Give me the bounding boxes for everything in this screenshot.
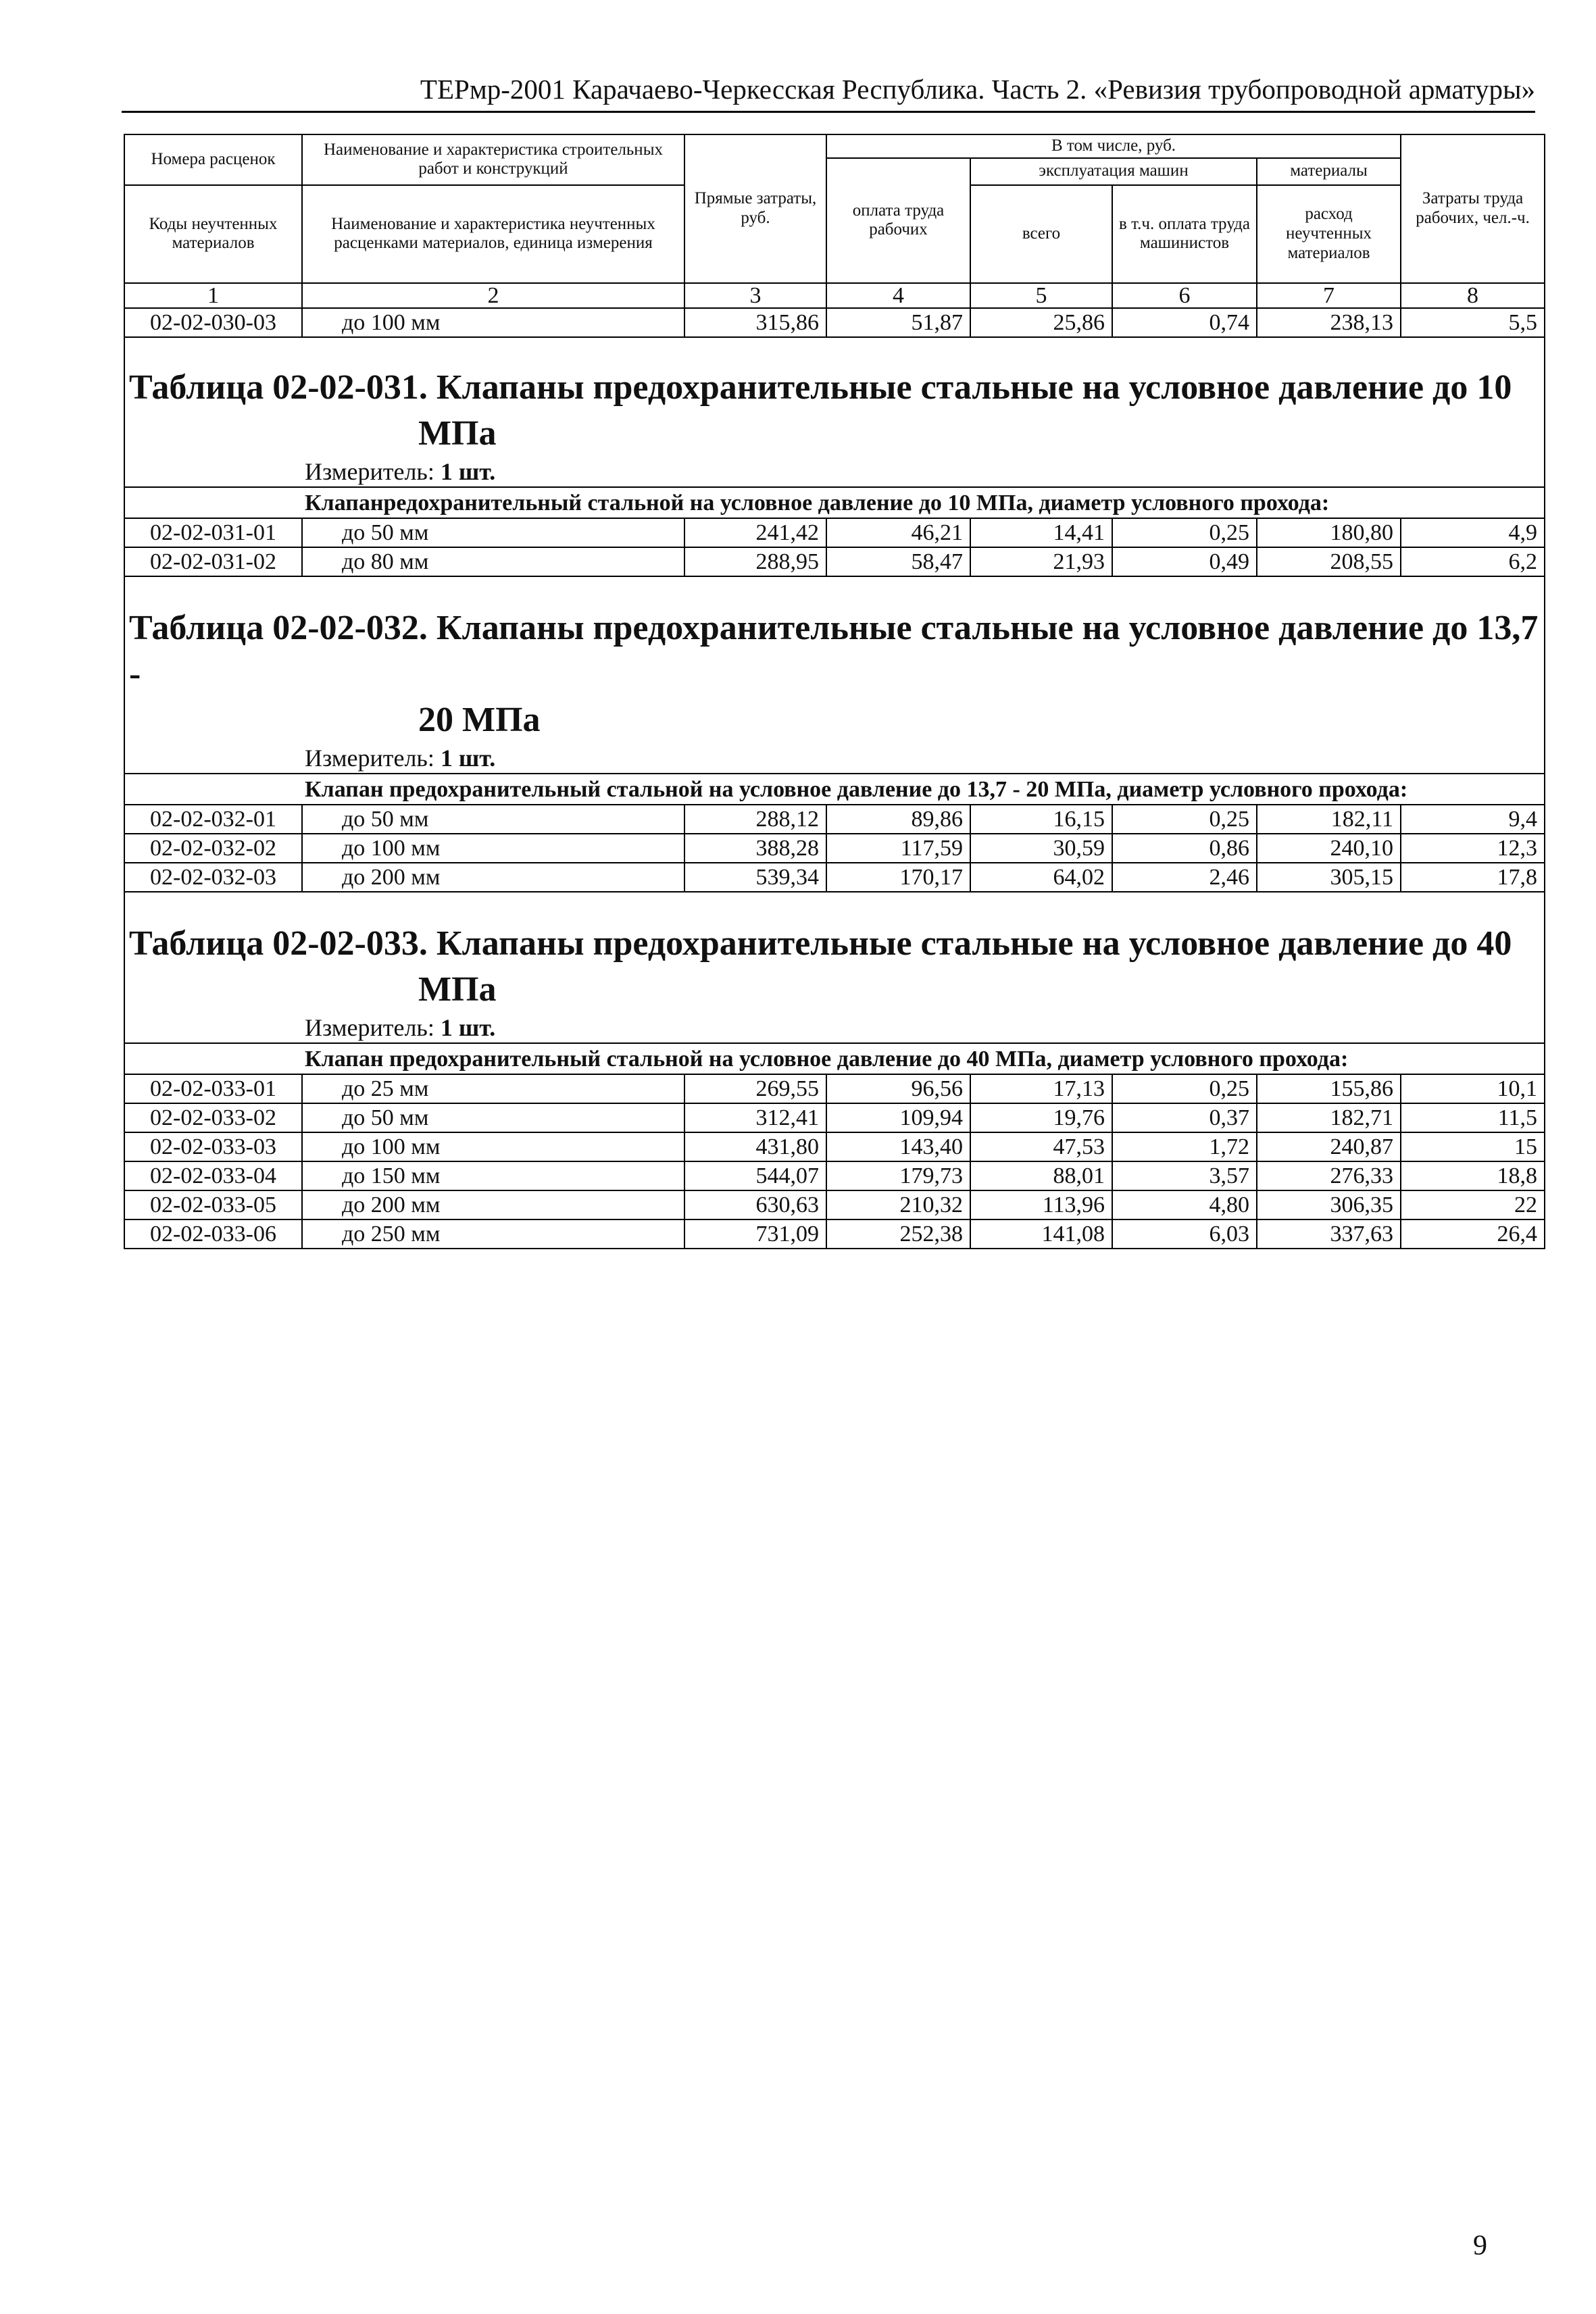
direct-costs: 315,86 [684,308,826,337]
col-number: 7 [1257,283,1401,309]
direct-costs: 269,55 [684,1074,826,1103]
rate-name: до 50 мм [302,1103,684,1132]
rate-code: 02-02-032-02 [124,834,302,863]
table-title-line: Таблица 02-02-033. Клапаны предохранительные стальные на условное давление до 40 [129,924,1512,963]
table-title-line: Таблица 02-02-031. Клапаны предохранительные стальные на условное давление до 10 [129,368,1512,407]
labor-hours: 17,8 [1401,863,1545,892]
machines-total: 88,01 [970,1161,1112,1190]
col-number: 2 [302,283,684,309]
table-031-title-row [124,337,1545,457]
materials: 182,11 [1257,805,1401,834]
col-number: 6 [1112,283,1257,309]
table-033-title [125,892,1544,1013]
machinist-pay: 4,80 [1112,1190,1257,1219]
table-row [124,1219,1545,1249]
table-031-title-cell [124,337,1545,457]
table-033-subheading [124,1043,1545,1074]
table-031-measure-row [124,457,1545,487]
col-header-machine-use: эксплуатация машин [970,158,1257,185]
col-number: 8 [1401,283,1545,309]
direct-costs: 388,28 [684,834,826,863]
rate-name: до 250 мм [302,1219,684,1249]
measure-label: Измеритель: [305,744,434,772]
table-row [124,805,1545,834]
rate-name: до 100 мм [302,308,684,337]
machinist-pay: 0,86 [1112,834,1257,863]
table-row [124,1190,1545,1219]
direct-costs: 630,63 [684,1190,826,1219]
labor-hours: 9,4 [1401,805,1545,834]
table-032-subheading-row [124,774,1545,805]
machinist-pay: 0,25 [1112,518,1257,547]
rate-code: 02-02-031-02 [124,547,302,576]
direct-costs: 539,34 [684,863,826,892]
table-row [124,1132,1545,1161]
col-number: 5 [970,283,1112,309]
col-number: 1 [124,283,302,309]
machinist-pay: 6,03 [1112,1219,1257,1249]
materials: 180,80 [1257,518,1401,547]
table-row [124,1161,1545,1190]
machines-total: 113,96 [970,1190,1112,1219]
worker-pay: 51,87 [826,308,970,337]
labor-hours: 4,9 [1401,518,1545,547]
worker-pay: 109,94 [826,1103,970,1132]
materials: 182,71 [1257,1103,1401,1132]
col-header-work-name: Наименование и характеристика строительных работ и конструкций [302,134,684,185]
table-row [124,834,1545,863]
rate-name: до 80 мм [302,547,684,576]
table-031-subheading [124,487,1545,518]
machinist-pay: 0,37 [1112,1103,1257,1132]
measure-label: Измеритель: [305,457,434,485]
machines-total: 21,93 [970,547,1112,576]
machines-total: 19,76 [970,1103,1112,1132]
labor-hours: 11,5 [1401,1103,1545,1132]
machinist-pay: 3,57 [1112,1161,1257,1190]
labor-hours: 26,4 [1401,1219,1545,1249]
machines-total: 17,13 [970,1074,1112,1103]
page-number: 9 [1473,2230,1487,2261]
measure-value: 1 шт. [440,457,496,485]
machines-total: 14,41 [970,518,1112,547]
machinist-pay: 1,72 [1112,1132,1257,1161]
table-031-measure [124,457,1545,487]
table-033-subheading-row [124,1043,1545,1074]
col-header-material-name: Наименование и характеристика неучтенных расценками материалов, единица измерения [302,185,684,283]
machines-total: 47,53 [970,1132,1112,1161]
table-row [124,547,1545,576]
table-title-line: Таблица 02-02-032. Клапаны предохранительные стальные на условное давление до 13,7 - [129,609,1539,694]
measure-value: 1 шт. [440,744,496,772]
rate-name: до 150 мм [302,1161,684,1190]
direct-costs: 431,80 [684,1132,826,1161]
materials: 238,13 [1257,308,1401,337]
col-header-material-codes: Коды неучтенных материалов [124,185,302,283]
header-title: ТЕРмр-2001 Карачаево-Черкесская Республика. Часть 2. «Ревизия трубопроводной арматуры» [420,74,1535,105]
rate-code: 02-02-033-05 [124,1190,302,1219]
rate-code: 02-02-033-02 [124,1103,302,1132]
rate-name: до 25 мм [302,1074,684,1103]
table-title-line: 20 МПа [418,701,541,740]
subheading-text: Клапан предохранительный стальной на условное давление до 40 МПа, диаметр условного прохода: [305,1046,1349,1072]
running-header [122,73,1535,113]
worker-pay: 46,21 [826,518,970,547]
worker-pay: 117,59 [826,834,970,863]
direct-costs: 288,12 [684,805,826,834]
worker-pay: 58,47 [826,547,970,576]
rates-table [124,134,1545,1249]
table-row [124,518,1545,547]
worker-pay: 210,32 [826,1190,970,1219]
labor-hours: 5,5 [1401,308,1545,337]
rate-name: до 200 мм [302,863,684,892]
worker-pay: 96,56 [826,1074,970,1103]
table-033-title-row [124,892,1545,1013]
table-033-measure [124,1013,1545,1043]
rate-code: 02-02-033-03 [124,1132,302,1161]
table-row [124,1074,1545,1103]
materials: 155,86 [1257,1074,1401,1103]
materials: 240,10 [1257,834,1401,863]
table-row [124,863,1545,892]
labor-hours: 15 [1401,1132,1545,1161]
table-031-title [125,338,1544,457]
rate-name: до 200 мм [302,1190,684,1219]
column-numbers-row [124,283,1545,309]
rate-name: до 50 мм [302,518,684,547]
labor-hours: 22 [1401,1190,1545,1219]
labor-hours: 18,8 [1401,1161,1545,1190]
machinist-pay: 0,49 [1112,547,1257,576]
rate-code: 02-02-033-01 [124,1074,302,1103]
direct-costs: 731,09 [684,1219,826,1249]
col-header-machinist-pay: в т.ч. оплата труда машинистов [1112,185,1257,283]
col-header-rate-numbers: Номера расценок [124,134,302,185]
materials: 306,35 [1257,1190,1401,1219]
machines-total: 16,15 [970,805,1112,834]
rate-code: 02-02-032-03 [124,863,302,892]
direct-costs: 288,95 [684,547,826,576]
rate-code: 02-02-030-03 [124,308,302,337]
table-title-line: МПа [418,970,497,1009]
materials: 240,87 [1257,1132,1401,1161]
labor-hours: 10,1 [1401,1074,1545,1103]
rate-code: 02-02-033-06 [124,1219,302,1249]
measure-value: 1 шт. [440,1013,496,1041]
worker-pay: 89,86 [826,805,970,834]
direct-costs: 241,42 [684,518,826,547]
col-header-material-use: расход неучтенных материалов [1257,185,1401,283]
col-header-direct-costs: Прямые затраты, руб. [684,134,826,283]
machines-total: 30,59 [970,834,1112,863]
subheading-text: Клапанредохранительный стальной на условное давление до 10 МПа, диаметр условного прохода: [305,490,1330,515]
rate-code: 02-02-032-01 [124,805,302,834]
col-header-machines-total: всего [970,185,1112,283]
table-033-measure-row [124,1013,1545,1043]
materials: 276,33 [1257,1161,1401,1190]
table-title-line: МПа [418,414,497,453]
direct-costs: 312,41 [684,1103,826,1132]
machinist-pay: 0,25 [1112,1074,1257,1103]
worker-pay: 143,40 [826,1132,970,1161]
materials: 337,63 [1257,1219,1401,1249]
col-header-worker-pay: оплата труда рабочих [826,158,970,283]
col-number: 4 [826,283,970,309]
machines-total: 141,08 [970,1219,1112,1249]
rate-name: до 100 мм [302,1132,684,1161]
machinist-pay: 0,74 [1112,308,1257,337]
materials: 305,15 [1257,863,1401,892]
machines-total: 64,02 [970,863,1112,892]
direct-costs: 544,07 [684,1161,826,1190]
table-032-measure-row [124,743,1545,774]
rate-name: до 50 мм [302,805,684,834]
labor-hours: 6,2 [1401,547,1545,576]
col-number: 3 [684,283,826,309]
subheading-text: Клапан предохранительный стальной на условное давление до 13,7 - 20 МПа, диаметр условного прохода: [305,776,1408,802]
table-row [124,308,1545,337]
table-033-title-cell [124,892,1545,1013]
col-header-including: В том числе, руб. [826,134,1401,158]
table-032-title [125,577,1544,743]
rate-code: 02-02-031-01 [124,518,302,547]
table-row [124,1103,1545,1132]
table-032-title-row [124,576,1545,743]
worker-pay: 170,17 [826,863,970,892]
table-032-title-cell [124,576,1545,743]
header-row-1 [124,134,1545,158]
rate-name: до 100 мм [302,834,684,863]
machinist-pay: 2,46 [1112,863,1257,892]
col-header-materials: материалы [1257,158,1401,185]
materials: 208,55 [1257,547,1401,576]
worker-pay: 252,38 [826,1219,970,1249]
worker-pay: 179,73 [826,1161,970,1190]
table-031-subheading-row [124,487,1545,518]
col-header-labor: Затраты труда рабочих, чел.-ч. [1401,134,1545,283]
machinist-pay: 0,25 [1112,805,1257,834]
measure-label: Измеритель: [305,1013,434,1041]
rate-code: 02-02-033-04 [124,1161,302,1190]
table-032-subheading [124,774,1545,805]
labor-hours: 12,3 [1401,834,1545,863]
machines-total: 25,86 [970,308,1112,337]
table-032-measure [124,743,1545,774]
